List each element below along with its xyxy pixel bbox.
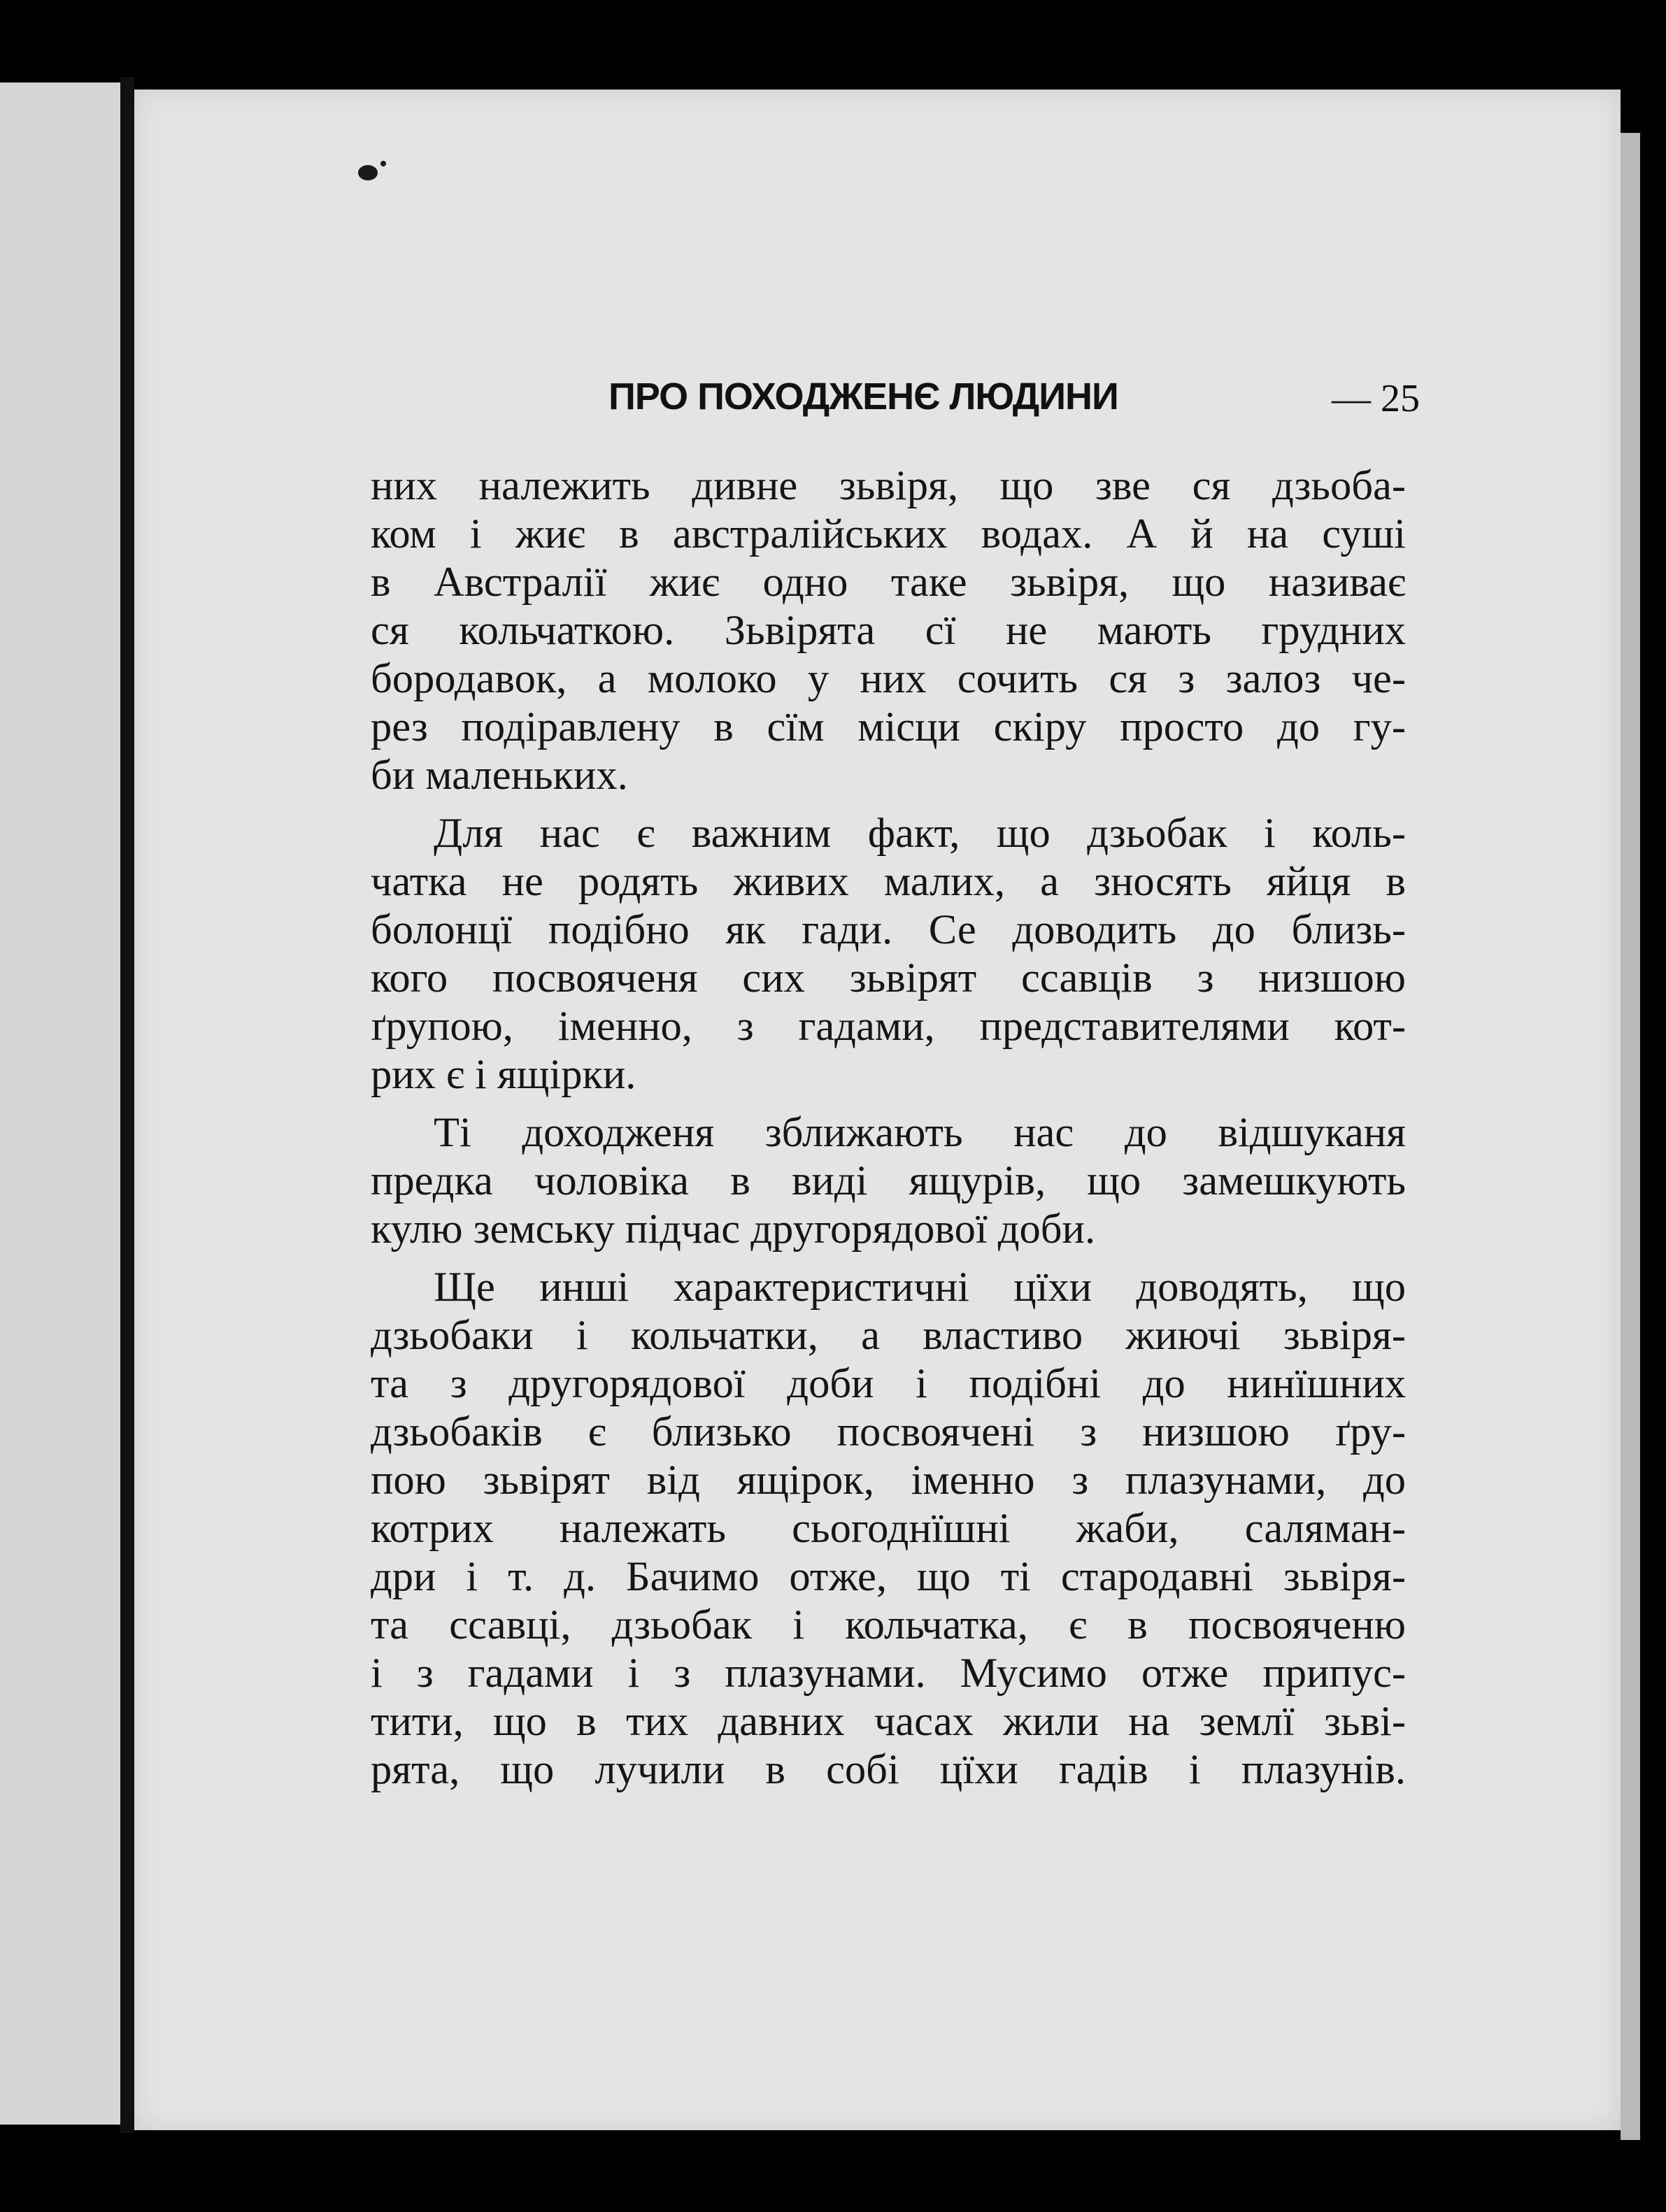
text-line: дри і т. д. Бачимо отже, що ті стародавні зьвіря- [371, 1553, 1406, 1600]
paragraph [371, 462, 1406, 799]
body-text [371, 462, 1406, 1804]
text-line: тити, що в тих давних часах жили на землї зьві- [371, 1698, 1406, 1745]
previous-page-edge [0, 83, 122, 2125]
text-line: них належить дивне зьвіря, що зве ся дзьоба- [371, 462, 1406, 509]
text-line: Для нас є важним факт, що дзьобак і коль- [434, 810, 1406, 857]
text-line: та з другорядової доби і подібні до нинїшних [371, 1360, 1406, 1407]
ink-blot [380, 161, 386, 166]
text-line: предка чоловіка в виді ящурів, що замешкують [371, 1157, 1406, 1204]
paragraph [371, 809, 1406, 1099]
ink-blot [358, 165, 378, 180]
text-line: ґрупою, іменно, з гадами, представителями кот- [371, 1003, 1406, 1050]
text-line: чатка не родять живих малих, а зносять яйця в [371, 858, 1406, 905]
paragraph [371, 1108, 1406, 1253]
text-line: кого посвояченя сих зьвірят ссавців з низшою [371, 955, 1406, 1001]
text-line: рих є і ящірки. [371, 1051, 636, 1098]
text-line: ся кольчаткою. Зьвірята сї не мають грудних [371, 607, 1406, 654]
running-title: ПРО ПОХОДЖЕНЄ ЛЮДИНИ [608, 376, 1118, 418]
text-line: дзьобаки і кольчатки, а властиво жиючі зьвіря- [371, 1312, 1406, 1359]
text-line: та ссавці, дзьобак і кольчатка, є в посвояченю [371, 1601, 1406, 1648]
text-line: рез подіравлену в сїм місци скіру просто до гу- [371, 704, 1406, 750]
text-line: в Австралії жиє одно таке зьвіря, що називає [371, 559, 1406, 606]
text-line: бородавок, а молоко у них сочить ся з залоз че- [371, 655, 1406, 702]
text-line: болонцї подібно як гади. Се доводить до близь- [371, 906, 1406, 953]
text-line: Ще инші характеристичні цїхи доводять, що [434, 1264, 1406, 1311]
text-line: дзьобаків є близько посвоячені з низшою ґру- [371, 1408, 1406, 1455]
text-line: котрих належать сьогоднїшні жаби, саляман- [371, 1505, 1406, 1552]
text-line: і з гадами і з плазунами. Мусимо отже припус- [371, 1650, 1406, 1697]
page-right-margin-shadow [1621, 133, 1640, 2140]
page-header [608, 375, 1420, 431]
text-line: пою зьвірят від ящірок, іменно з плазунами, до [371, 1457, 1406, 1504]
page-binding-gutter [120, 77, 134, 2133]
paragraph [371, 1263, 1406, 1794]
text-line: рята, що лучили в собі цїхи гадів і плазунів. [371, 1746, 1406, 1793]
page-number: — 25 [1332, 377, 1420, 420]
text-line: ком і жиє в австралійських водах. А й на суші [371, 511, 1406, 557]
text-line: Ті доходженя зближають нас до відшуканя [434, 1109, 1406, 1156]
text-line: кулю земську підчас другорядової доби. [371, 1206, 1096, 1253]
text-line: би маленьких. [371, 752, 628, 799]
